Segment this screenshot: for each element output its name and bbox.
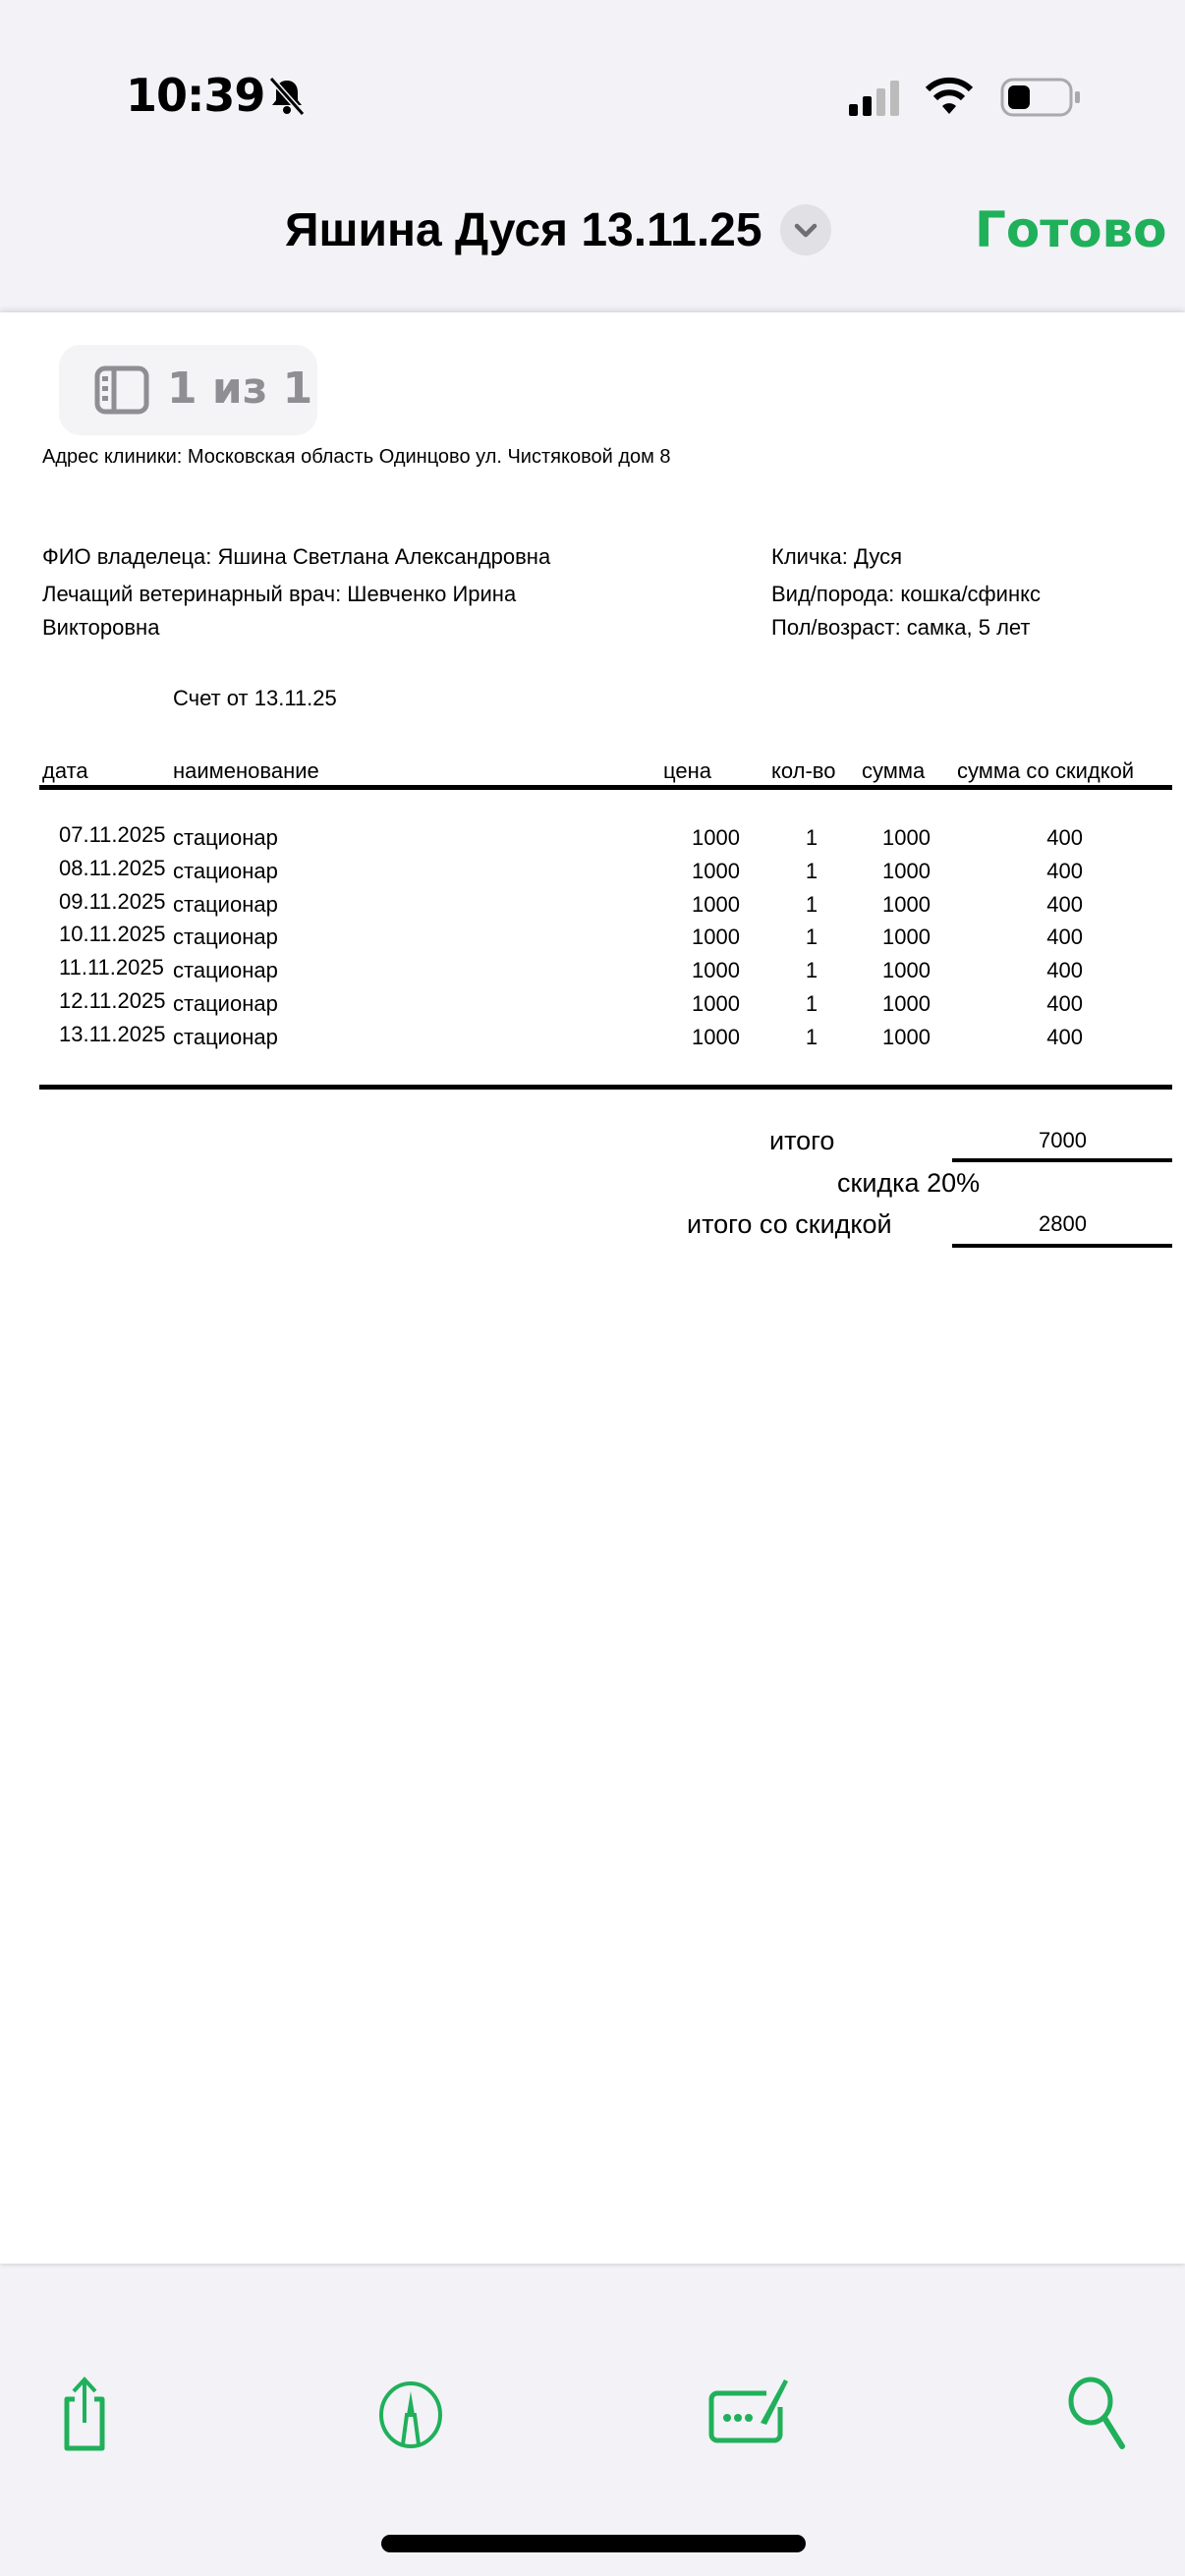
markup-icon[interactable] (376, 2374, 445, 2452)
pet-name: Кличка: Дуся (771, 544, 903, 569)
cell-date: 12.11.2025 (59, 988, 166, 1013)
chevron-down-icon (780, 204, 831, 255)
wifi-icon (924, 77, 975, 116)
cell-price: 1000 (692, 991, 740, 1016)
signature-icon[interactable] (705, 2374, 800, 2452)
cell-sum: 1000 (882, 924, 931, 950)
cell-name: стационар (173, 991, 278, 1016)
cell-date: 07.11.2025 (59, 822, 166, 847)
sidebar-icon (94, 365, 149, 415)
cell-price: 1000 (692, 924, 740, 950)
cell-sum: 1000 (882, 958, 931, 983)
search-icon[interactable] (1063, 2374, 1132, 2452)
cell-discounted-sum: 400 (1046, 825, 1083, 850)
document-title[interactable]: Яшина Дуся 13.11.25 (285, 203, 762, 256)
cell-date: 10.11.2025 (59, 922, 166, 947)
total-underline (952, 1158, 1172, 1162)
cell-price: 1000 (692, 958, 740, 983)
cell-qty: 1 (805, 1024, 818, 1049)
cell-price: 1000 (692, 1024, 740, 1049)
cell-qty: 1 (805, 858, 818, 883)
cell-name: стационар (173, 958, 278, 983)
discount-label: скидка 20% (837, 1168, 981, 1198)
doctor-name: Лечащий ветеринарный врач: Шевченко Ирина (42, 582, 517, 606)
share-icon[interactable] (55, 2374, 114, 2452)
status-time: 10:39 (126, 69, 265, 122)
cell-name: стационар (173, 891, 278, 917)
cell-name: стационар (173, 924, 278, 950)
col-header-qty: кол-во (771, 758, 836, 783)
cell-date: 13.11.2025 (59, 1021, 166, 1046)
cell-price: 1000 (692, 858, 740, 883)
cell-name: стационар (173, 858, 278, 883)
col-header-price: цена (663, 758, 711, 783)
page-indicator-label: 1 из 1 (167, 364, 313, 414)
cell-date: 09.11.2025 (59, 888, 166, 914)
header-divider (39, 785, 1172, 790)
cell-sum: 1000 (882, 825, 931, 850)
cell-price: 1000 (692, 825, 740, 850)
title-bar (285, 200, 831, 259)
col-header-date: дата (42, 758, 88, 783)
owner-name: ФИО владелеца: Яшина Светлана Александровна (42, 544, 551, 569)
cell-discounted-sum: 400 (1046, 858, 1083, 883)
cellular-signal-icon (847, 79, 902, 118)
title-menu-button[interactable] (780, 204, 831, 255)
cell-date: 08.11.2025 (59, 855, 166, 880)
clinic-address: Адрес клиники: Московская область Одинцово ул. Чистяковой дом 8 (42, 446, 671, 468)
col-header-name: наименование (173, 758, 319, 783)
cell-date: 11.11.2025 (59, 955, 164, 980)
cell-price: 1000 (692, 891, 740, 917)
cell-qty: 1 (805, 958, 818, 983)
cell-name: стационар (173, 1024, 278, 1049)
doctor-name-cont: Викторовна (42, 615, 160, 640)
cell-discounted-sum: 400 (1046, 991, 1083, 1016)
cell-discounted-sum: 400 (1046, 891, 1083, 917)
cell-sum: 1000 (882, 891, 931, 917)
cell-discounted-sum: 400 (1046, 1024, 1083, 1049)
table-bottom-divider (39, 1085, 1172, 1090)
total-label: итого (769, 1126, 835, 1155)
cell-qty: 1 (805, 891, 818, 917)
cell-discounted-sum: 400 (1046, 924, 1083, 950)
done-button[interactable]: Готово (975, 201, 1167, 258)
col-header-sum: сумма (862, 758, 926, 783)
home-indicator[interactable] (381, 2535, 806, 2552)
total-discounted-value: 2800 (1039, 1211, 1087, 1236)
total-discounted-underline (952, 1244, 1172, 1248)
invoice-title: Счет от 13.11.25 (173, 686, 337, 710)
cell-qty: 1 (805, 825, 818, 850)
cell-sum: 1000 (882, 858, 931, 883)
bell-slash-icon (265, 75, 309, 118)
pet-species: Вид/порода: кошка/сфинкс (771, 582, 1041, 606)
cell-sum: 1000 (882, 1024, 931, 1049)
battery-icon (1000, 77, 1083, 118)
cell-qty: 1 (805, 991, 818, 1016)
cell-discounted-sum: 400 (1046, 958, 1083, 983)
col-header-discounted-sum: сумма со скидкой (957, 758, 1135, 783)
total-value: 7000 (1039, 1128, 1087, 1152)
cell-sum: 1000 (882, 991, 931, 1016)
total-discounted-label: итого со скидкой (687, 1209, 892, 1239)
cell-qty: 1 (805, 924, 818, 950)
pet-sex-age: Пол/возраст: самка, 5 лет (771, 615, 1031, 640)
cell-name: стационар (173, 825, 278, 850)
